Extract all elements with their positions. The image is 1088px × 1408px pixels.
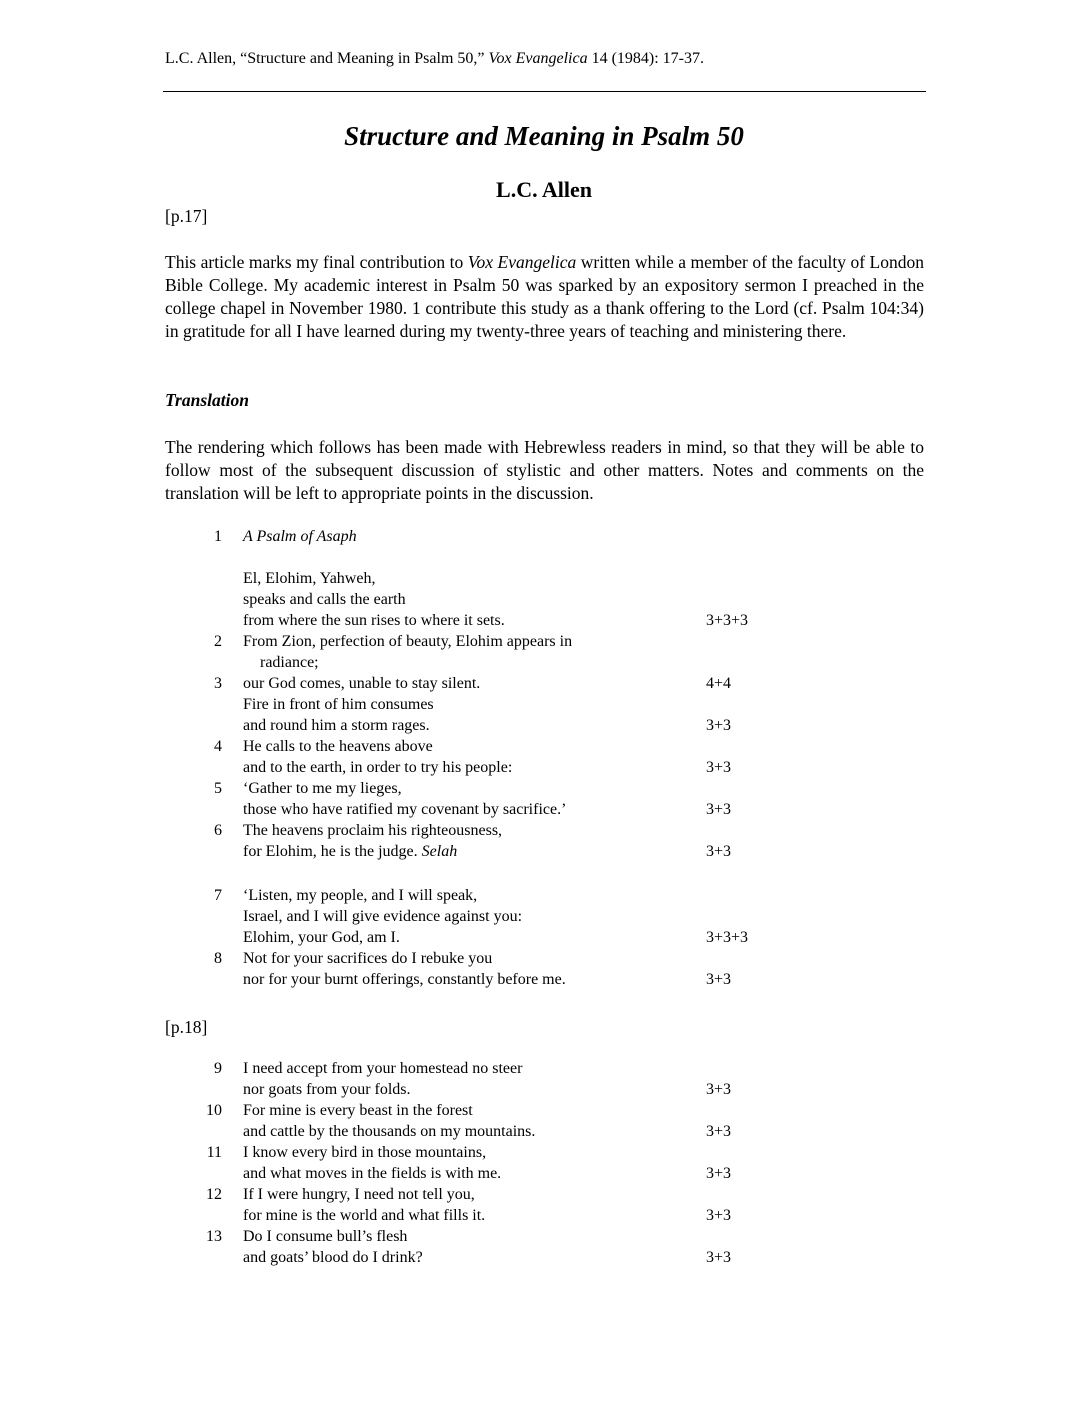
verse-text bbox=[243, 928, 400, 949]
verse-text bbox=[243, 695, 434, 716]
verse-text-main: nor goats from your folds. bbox=[243, 1081, 411, 1098]
verse-text-main: Israel, and I will give evidence against you: bbox=[243, 908, 523, 925]
verse-text-main: and cattle by the thousands on my mountains. bbox=[243, 1123, 536, 1140]
verse-text-main: From Zion, perfection of beauty, Elohim appears in bbox=[243, 633, 573, 650]
verse-meter: 3+3 bbox=[706, 801, 732, 818]
verse-meter: 3+3 bbox=[706, 1249, 732, 1266]
verse-text bbox=[243, 886, 477, 907]
verse-text bbox=[243, 1059, 522, 1080]
running-head-suffix: 14 (1984): 17-37. bbox=[587, 50, 705, 67]
verse-text-main: nor for your burnt offerings, constantly before me. bbox=[243, 971, 566, 988]
verse-text bbox=[243, 970, 566, 991]
translation-intro-paragraph: The rendering which follows has been made with Hebrewless readers in mind, so that they will be able to follow most of the subsequent discussion of stylistic and other matters. Notes and comments on the translation will be left to appropriate points in the discussion. bbox=[165, 437, 924, 503]
header-rule bbox=[163, 91, 926, 92]
verse-text-main: Do I consume bull’s flesh bbox=[243, 1228, 408, 1245]
verse-meter: 4+4 bbox=[706, 675, 732, 692]
verse-text bbox=[243, 1101, 473, 1122]
verse-meter: 3+3 bbox=[706, 843, 732, 860]
verse-text-main: from where the sun rises to where it sets. bbox=[243, 612, 505, 629]
verse-text bbox=[243, 716, 430, 737]
verse-text bbox=[243, 1185, 475, 1206]
verse-number: 12 bbox=[206, 1186, 222, 1203]
running-head-prefix: L.C. Allen, “Structure and Meaning in Psalm 50,” bbox=[165, 50, 489, 67]
verse-text-main: those who have ratified my covenant by sacrifice.’ bbox=[243, 801, 567, 818]
verse-text-main: and what moves in the fields is with me. bbox=[243, 1165, 502, 1182]
verse-text bbox=[243, 674, 480, 695]
verse-text-main: Fire in front of him consumes bbox=[243, 696, 434, 713]
verse-text-main: Elohim, your God, am I. bbox=[243, 929, 400, 946]
intro-journal: Vox Evangelica bbox=[467, 252, 577, 272]
verse-meter: 3+3 bbox=[706, 1081, 732, 1098]
verse-meter: 3+3+3 bbox=[706, 929, 749, 946]
verse-text bbox=[243, 1164, 501, 1185]
verse-meter: 3+3 bbox=[706, 1207, 732, 1224]
verse-text bbox=[243, 1248, 423, 1269]
verse-number: 4 bbox=[214, 738, 222, 755]
verse-text bbox=[243, 1122, 535, 1143]
verse-text bbox=[243, 907, 522, 928]
intro-paragraph bbox=[165, 251, 924, 343]
verse-text bbox=[243, 821, 502, 842]
verse-number: 11 bbox=[206, 1144, 222, 1161]
verse-text-main: for mine is the world and what fills it. bbox=[243, 1207, 486, 1224]
page-marker-18: [p.18] bbox=[165, 1017, 208, 1037]
verse-text bbox=[243, 1227, 407, 1248]
verse-text-main: ‘Gather to me my lieges, bbox=[243, 780, 402, 797]
article-author: L.C. Allen bbox=[496, 177, 592, 202]
verse-text-main: I know every bird in those mountains, bbox=[243, 1144, 487, 1161]
verse-number: 6 bbox=[214, 822, 222, 839]
verse-meter: 3+3+3 bbox=[706, 612, 749, 629]
verse-text bbox=[243, 611, 505, 632]
verse-text-main: For mine is every beast in the forest bbox=[243, 1102, 473, 1119]
verse-text-main: and goats’ blood do I drink? bbox=[243, 1249, 423, 1266]
verse-number: 8 bbox=[214, 950, 222, 967]
verse-number: 10 bbox=[206, 1102, 222, 1119]
verse-text-main: The heavens proclaim his righteousness, bbox=[243, 822, 503, 839]
verse-number: 3 bbox=[214, 675, 222, 692]
verse-text-italic: Selah bbox=[421, 843, 458, 860]
verse-text-main: ‘Listen, my people, and I will speak, bbox=[243, 887, 478, 904]
verse-text-main: Not for your sacrifices do I rebuke you bbox=[243, 950, 493, 967]
verse-meter: 3+3 bbox=[706, 971, 732, 988]
verse-text-main: speaks and calls the earth bbox=[243, 591, 406, 608]
verse-number: 1 bbox=[214, 528, 222, 545]
verse-text bbox=[243, 1143, 486, 1164]
verse-meter: 3+3 bbox=[706, 1165, 732, 1182]
verse-number: 13 bbox=[206, 1228, 222, 1245]
verse-text-main: El, Elohim, Yahweh, bbox=[243, 570, 376, 587]
verse-text-main: I need accept from your homestead no steer bbox=[243, 1060, 523, 1077]
verse-text bbox=[243, 842, 457, 863]
verse-text-main: radiance; bbox=[260, 654, 319, 671]
verse-text bbox=[243, 800, 566, 821]
article-title: Structure and Meaning in Psalm 50 bbox=[344, 121, 744, 151]
verse-text-main: and to the earth, in order to try his people: bbox=[243, 759, 513, 776]
verse-text bbox=[243, 949, 492, 970]
verse-text-main: and round him a storm rages. bbox=[243, 717, 430, 734]
verse-text bbox=[260, 653, 319, 674]
intro-part1: This article marks my final contribution to bbox=[165, 252, 468, 272]
verse-text bbox=[243, 737, 433, 758]
verse-text bbox=[243, 758, 512, 779]
section-heading-translation: Translation bbox=[165, 390, 249, 410]
verse-meter: 3+3 bbox=[706, 1123, 732, 1140]
verse-text-main: If I were hungry, I need not tell you, bbox=[243, 1186, 475, 1203]
verse-number: 5 bbox=[214, 780, 222, 797]
verse-text bbox=[243, 1206, 485, 1227]
verse-text bbox=[243, 590, 406, 611]
verse-number: 2 bbox=[214, 633, 222, 650]
intro-part2: written while a member of the faculty of London Bible College. My academic interest in Psalm 50 was sparked by an expository sermon I preached in the college chapel in November 1980. 1 contribute this study as a thank offering to the Lord (cf. Psalm 104:34) in gratitude for all I have learned during my twenty-three years of teaching and ministering there. bbox=[165, 252, 924, 341]
verse-text-main: He calls to the heavens above bbox=[243, 738, 433, 755]
verse-text bbox=[243, 1080, 411, 1101]
verse-text bbox=[243, 569, 375, 590]
running-head bbox=[165, 49, 704, 70]
page-marker-17: [p.17] bbox=[165, 206, 208, 226]
verse-text bbox=[243, 779, 402, 800]
verse-number: 9 bbox=[214, 1060, 222, 1077]
verse-text-main: our God comes, unable to stay silent. bbox=[243, 675, 481, 692]
running-head-journal: Vox Evangelica bbox=[488, 50, 588, 67]
superscription-text: A Psalm of Asaph bbox=[243, 528, 357, 545]
verse-meter: 3+3 bbox=[706, 759, 732, 776]
verse-number: 7 bbox=[214, 887, 222, 904]
verse-text bbox=[243, 632, 572, 653]
verse-text-main: for Elohim, he is the judge. bbox=[243, 843, 422, 860]
verse-meter: 3+3 bbox=[706, 717, 732, 734]
